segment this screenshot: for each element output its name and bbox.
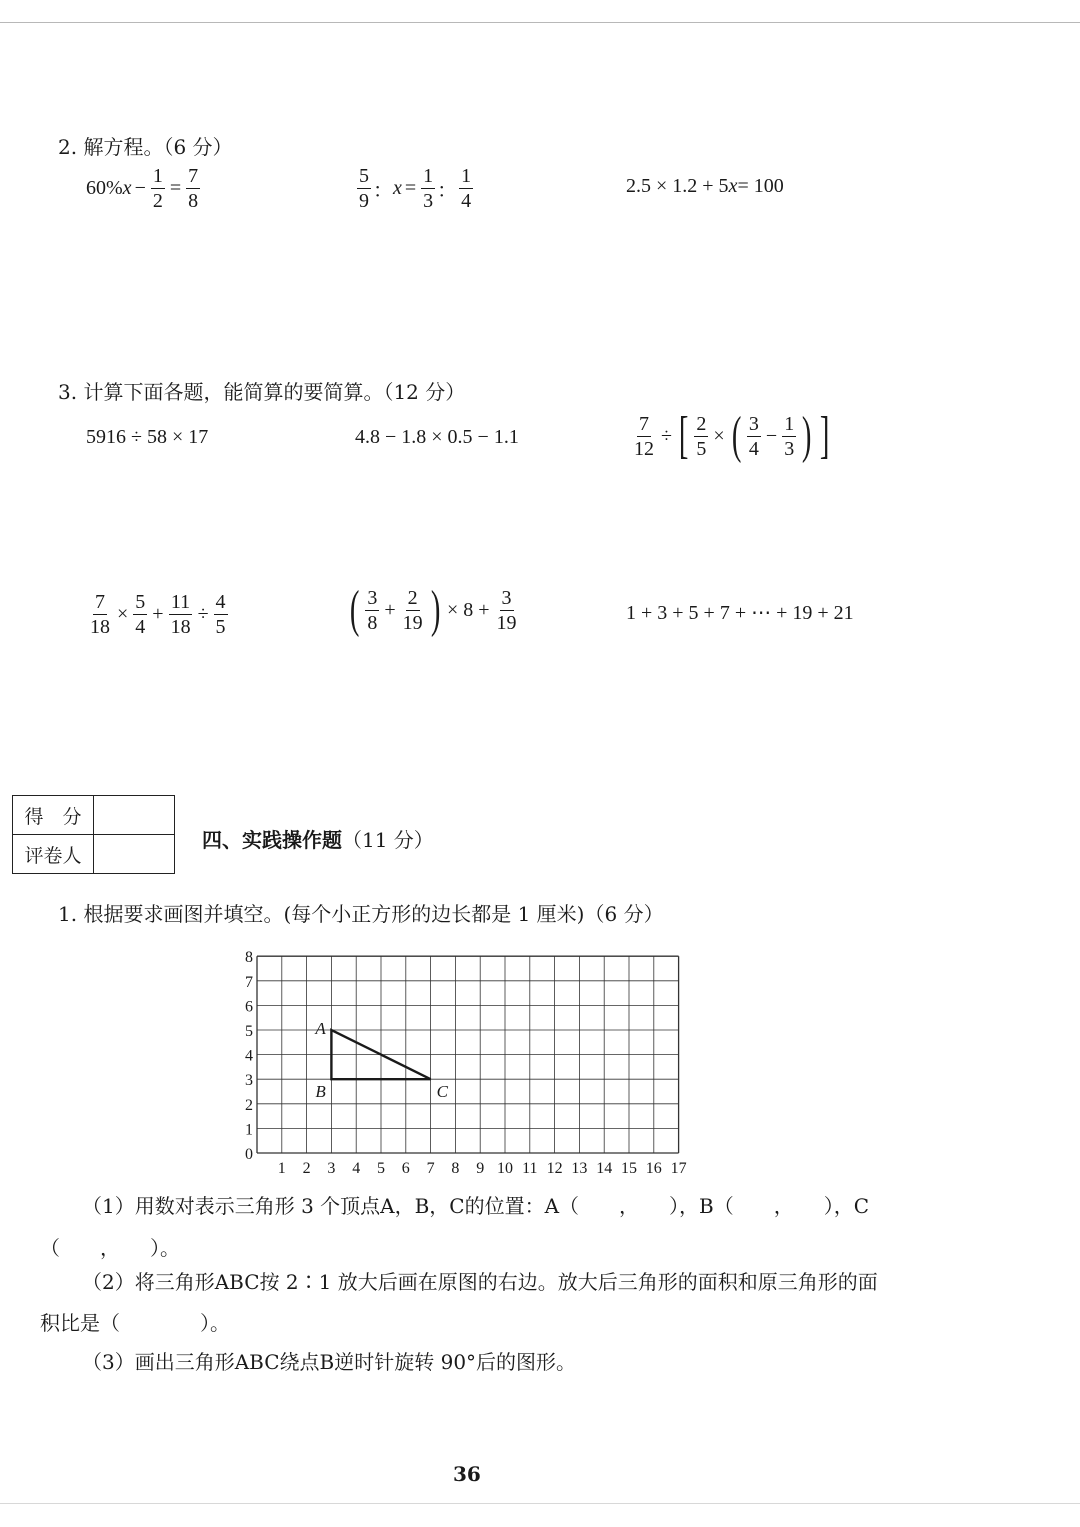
x-tick-label: 5 bbox=[377, 1160, 385, 1177]
y-tick-label: 8 bbox=[245, 949, 253, 967]
eq2-frac1: $\frac{5}{9}$ bbox=[359, 165, 369, 212]
c3-frac2: $\frac{2}{5}$ bbox=[696, 412, 707, 460]
x-tick-label: 17 bbox=[670, 1160, 687, 1177]
score-cell bbox=[94, 796, 175, 835]
c3-frac3: $\frac{3}{4}$ bbox=[748, 412, 759, 460]
c3-right-bracket: ] bbox=[819, 407, 829, 464]
grader-label: 评卷人 bbox=[13, 835, 94, 874]
c4-times: × bbox=[117, 603, 129, 625]
x-tick-label: 12 bbox=[546, 1160, 563, 1177]
y-tick-label: 0 bbox=[245, 1146, 253, 1163]
eq1-frac2: $\frac{7}{8}$ bbox=[188, 165, 199, 212]
c5-frac3: $\frac{3}{19}$ bbox=[496, 586, 517, 634]
calc-1: 5916 ÷ 58 × 17 bbox=[86, 426, 209, 448]
c3-left-paren: ( bbox=[731, 407, 742, 464]
c3-div: ÷ bbox=[661, 424, 672, 447]
calc-2: 4.8 − 1.8 × 0.5 − 1.1 bbox=[355, 426, 519, 448]
eq1-var: x bbox=[122, 177, 132, 199]
x-axis-labels bbox=[278, 1160, 687, 1177]
eq2-colon2: ： bbox=[437, 180, 458, 202]
sub3: （3）画出三角形ABC绕点B逆时针旋转 90°后的图形。 bbox=[82, 1350, 577, 1374]
eq1-lead: 60% bbox=[86, 177, 123, 199]
page-number: 36 bbox=[453, 1462, 481, 1486]
c5-frac2: $\frac{2}{19}$ bbox=[402, 586, 423, 634]
y-tick-label: 4 bbox=[245, 1047, 253, 1065]
section-4-title-text: 四、实践操作题 bbox=[202, 828, 342, 852]
y-tick-label: 2 bbox=[245, 1096, 253, 1114]
eq2-frac3: $\frac{1}{4}$ bbox=[461, 165, 472, 212]
x-tick-label: 3 bbox=[327, 1160, 336, 1177]
eq3-var: x bbox=[728, 175, 738, 197]
eq2-frac2: $\frac{1}{3}$ bbox=[423, 165, 434, 212]
vertex-label-b: B bbox=[315, 1082, 326, 1102]
bottom-rule bbox=[0, 1503, 1080, 1504]
vertex-label-a: A bbox=[315, 1019, 326, 1038]
calc-4 bbox=[86, 592, 230, 637]
c4-frac1: $\frac{7}{18}$ bbox=[90, 591, 110, 638]
x-tick-label: 11 bbox=[522, 1160, 538, 1177]
c4-frac2: $\frac{5}{4}$ bbox=[135, 591, 146, 638]
vertex-label-c: C bbox=[436, 1082, 448, 1102]
c3-frac1: $\frac{7}{12}$ bbox=[634, 412, 654, 460]
c5-times-plus: × 8 + bbox=[446, 598, 490, 621]
x-tick-label: 4 bbox=[352, 1160, 361, 1177]
c3-right-paren: ) bbox=[802, 407, 812, 464]
sub2-line2: 积比是（ ）。 bbox=[40, 1311, 230, 1335]
grader-cell bbox=[94, 835, 175, 874]
eq2-equals: = bbox=[404, 177, 417, 199]
eq1-minus: − bbox=[134, 177, 146, 199]
c5-right-paren: ) bbox=[430, 581, 441, 638]
c4-plus: + bbox=[152, 603, 164, 625]
y-axis-labels bbox=[245, 949, 253, 1163]
calc-3 bbox=[630, 407, 833, 464]
x-tick-label: 9 bbox=[476, 1160, 485, 1177]
q3-heading: 3. 计算下面各题，能简算的要简算。（12 分） bbox=[58, 380, 466, 404]
x-tick-label: 8 bbox=[451, 1160, 460, 1177]
q2-heading: 2. 解方程。（6 分） bbox=[58, 135, 233, 159]
eq3-right: = 100 bbox=[737, 175, 784, 197]
sub1-line2: （ ， ）。 bbox=[40, 1236, 180, 1260]
x-tick-label: 16 bbox=[645, 1160, 662, 1177]
x-tick-label: 15 bbox=[621, 1160, 637, 1177]
c4-div: ÷ bbox=[197, 603, 209, 625]
p1-heading: 1. 根据要求画图并填空。(每个小正方形的边长都是 1 厘米)（6 分） bbox=[58, 902, 664, 926]
equation-2 bbox=[355, 166, 475, 211]
x-tick-label: 6 bbox=[401, 1160, 410, 1177]
x-tick-label: 7 bbox=[426, 1160, 435, 1177]
score-table bbox=[12, 795, 175, 874]
c5-frac1: $\frac{3}{8}$ bbox=[367, 586, 378, 634]
c5-left-paren: ( bbox=[349, 581, 360, 638]
c4-frac3: $\frac{11}{18}$ bbox=[170, 591, 191, 638]
y-tick-label: 7 bbox=[245, 973, 253, 991]
c3-frac4: $\frac{1}{3}$ bbox=[784, 412, 795, 460]
eq2-colon1: ： bbox=[373, 180, 393, 202]
c3-times: × bbox=[713, 424, 725, 447]
eq1-equals: = bbox=[169, 177, 182, 199]
score-label: 得 分 bbox=[13, 796, 94, 835]
y-tick-label: 1 bbox=[245, 1121, 253, 1139]
x-tick-label: 2 bbox=[302, 1160, 311, 1177]
calc-5 bbox=[346, 581, 521, 638]
x-tick-label: 10 bbox=[497, 1160, 513, 1177]
x-tick-label: 13 bbox=[571, 1160, 588, 1177]
sub1-line1: （1）用数对表示三角形 3 个顶点A，B，C的位置：A（ ， ），B（ ， ），C bbox=[82, 1194, 870, 1218]
calc-6: 1 + 3 + 5 + 7 + ⋯ + 19 + 21 bbox=[626, 602, 854, 624]
top-rule bbox=[0, 22, 1080, 23]
eq2-var: x bbox=[393, 177, 402, 199]
eq3-left: 2.5 × 1.2 + 5 bbox=[626, 175, 729, 197]
y-tick-label: 6 bbox=[245, 998, 253, 1016]
equation-1 bbox=[86, 166, 202, 211]
y-tick-label: 3 bbox=[245, 1072, 253, 1090]
c3-left-bracket: [ bbox=[678, 407, 689, 464]
grid-lines bbox=[257, 956, 679, 1153]
c4-frac4: $\frac{4}{5}$ bbox=[215, 591, 226, 638]
equation-3 bbox=[626, 175, 784, 198]
section-4-points: （11 分） bbox=[342, 828, 434, 852]
y-tick-label: 5 bbox=[245, 1023, 253, 1040]
c3-minus: − bbox=[765, 424, 778, 447]
eq1-frac1: $\frac{1}{2}$ bbox=[152, 165, 163, 212]
x-tick-label: 14 bbox=[596, 1160, 613, 1177]
c5-plus: + bbox=[384, 598, 396, 621]
sub2-line1: （2）将三角形ABC按 2∶1 放大后画在原图的右边。放大后三角形的面积和原三角形的面 bbox=[82, 1270, 878, 1294]
x-tick-label: 1 bbox=[277, 1160, 286, 1177]
coordinate-grid bbox=[230, 940, 700, 1180]
section-4-title bbox=[202, 824, 434, 853]
